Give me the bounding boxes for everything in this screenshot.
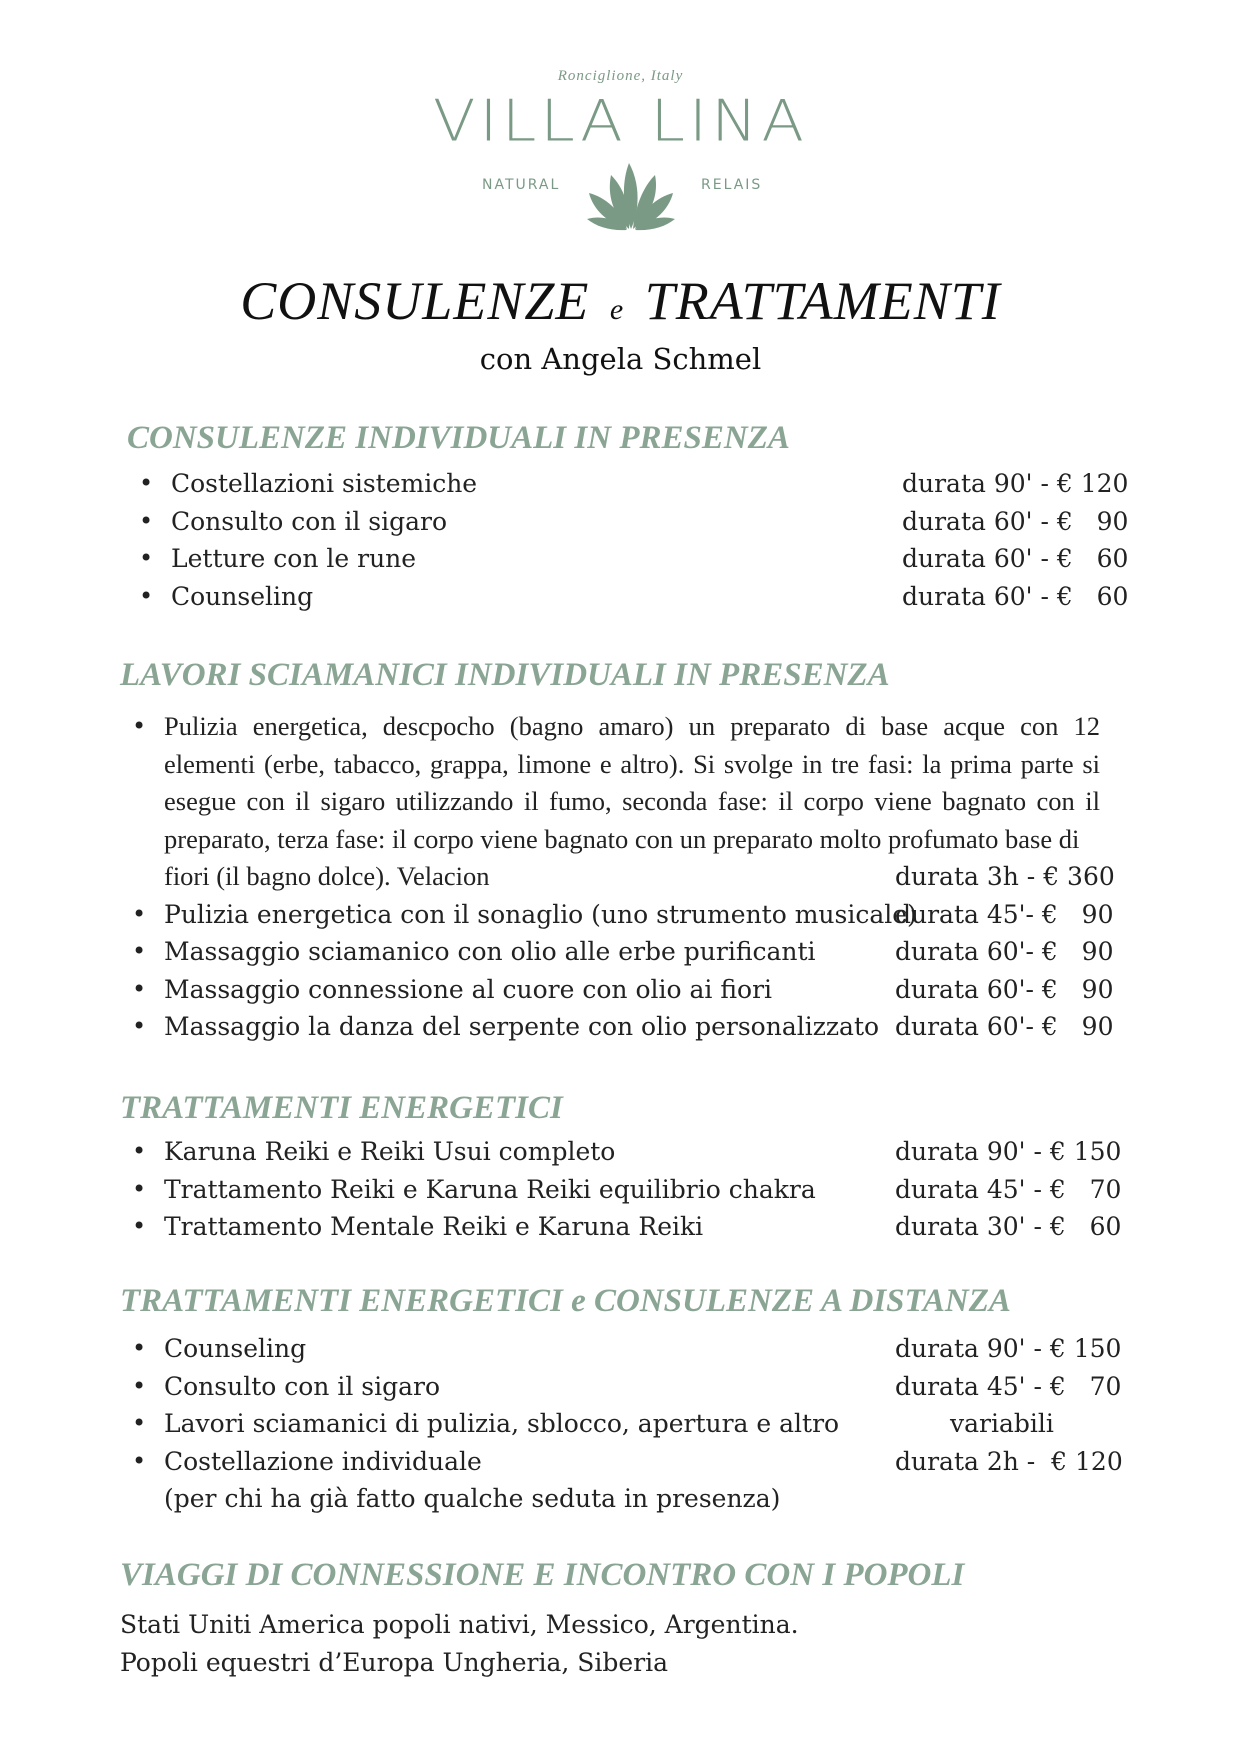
page-title: [0, 270, 1241, 332]
item-name: • Letture con le rune: [171, 544, 417, 573]
item-name: • Costellazione individuale: [164, 1446, 482, 1476]
item-price: durata 90' - € 120: [902, 469, 1129, 498]
item-price: durata 60' - € 90: [902, 506, 1129, 536]
item-list: [120, 708, 1120, 1046]
logo-sub: [0, 159, 1241, 229]
page-subtitle: con Angela Schmel: [479, 342, 762, 376]
section-lavori-sciamanici: [120, 657, 1120, 1046]
list-item: [120, 1208, 1120, 1246]
travel-line: Popoli equestri d’Europa Ungheria, Siberia: [120, 1647, 669, 1677]
item-name: • Trattamento Reiki e Karuna Reiki equilibrio chakra: [164, 1174, 816, 1204]
item-note: (per chi ha già fatto qualche seduta in presenza): [164, 1484, 781, 1513]
list-item: [127, 540, 1127, 578]
logo: [0, 68, 1241, 229]
item-price: durata 60'- € 90: [895, 937, 1114, 966]
item-price: durata 60' - € 60: [902, 581, 1129, 611]
item-name: • Consulto con il sigaro: [171, 506, 448, 536]
section-title: TRATTAMENTI ENERGETICI: [120, 1090, 563, 1126]
list-item: [127, 503, 1127, 541]
title-part2: TRATTAMENTI: [644, 271, 1001, 331]
item-name: fiori (il bagno dolce). Velacion: [164, 861, 490, 891]
logo-tagline: Ronciglione, Italy: [557, 68, 684, 84]
list-item: [120, 1171, 1120, 1209]
item-price: durata 90' - € 150: [895, 1137, 1122, 1166]
item-name: • Counseling: [164, 1334, 307, 1363]
item-list: [127, 465, 1127, 615]
item-price: durata 45' - € 70: [895, 1371, 1122, 1401]
item-name: • Trattamento Mentale Reiki e Karuna Reiki: [164, 1212, 704, 1241]
lotus-leaf-icon: [583, 159, 679, 231]
list-item: [120, 896, 1120, 934]
section-a-distanza: [120, 1283, 1123, 1518]
travel-list: [120, 1606, 1120, 1681]
section-title: CONSULENZE INDIVIDUALI IN PRESENZA: [127, 420, 790, 456]
item-name: • Counseling: [171, 581, 314, 611]
item-name: • Lavori sciamanici di pulizia, sblocco, apertura e altro: [164, 1409, 840, 1438]
item-price: variabili: [950, 1409, 1054, 1438]
item-description: • Pulizia energetica, descpocho (bagno amaro) un preparato di base acque con 12 elementi (erbe, tabacco, grappa, limone e altro). Si svolge in tre fasi: la prima parte si esegue con il sigaro utilizzando il fumo, seconda fase: il corpo viene bagnato con il preparato, terza fase: il corpo viene bagnato con un preparato molto profumato base di: [164, 711, 1100, 854]
section-title: LAVORI SCIAMANICI INDIVIDUALI IN PRESENZA: [120, 657, 890, 693]
item-price: durata 90' - € 150: [895, 1334, 1122, 1363]
list-item: [120, 1008, 1120, 1046]
list-item: [120, 1368, 1120, 1406]
list-item: [120, 1330, 1120, 1368]
list-item: [127, 465, 1127, 503]
section-title: VIAGGI DI CONNESSIONE E INCONTRO CON I POPOLI: [120, 1557, 965, 1593]
item-price: durata 60' - € 60: [902, 544, 1129, 573]
travel-line: Stati Uniti America popoli nativi, Messico, Argentina.: [120, 1610, 799, 1639]
section-trattamenti-energetici: [120, 1090, 1120, 1246]
list-item: [120, 1133, 1120, 1171]
item-description-end: [164, 858, 1120, 896]
item-price: durata 30' - € 60: [895, 1212, 1122, 1241]
title-part1: CONSULENZE: [240, 271, 590, 331]
item-price: durata 3h - € 360: [895, 862, 1115, 891]
section-consulenze-presenza: [127, 420, 1127, 615]
item-price: durata 60'- € 90: [895, 1012, 1114, 1041]
section-viaggi: [120, 1557, 1120, 1681]
logo-natural: NATURAL: [482, 177, 561, 193]
item-price: durata 45'- € 90: [895, 899, 1114, 929]
item-name: • Massaggio connessione al cuore con olio ai fiori: [164, 974, 773, 1004]
item-name: • Massaggio sciamanico con olio alle erbe purificanti: [164, 937, 816, 966]
title-connector: e: [609, 293, 625, 326]
item-name: • Karuna Reiki e Reiki Usui completo: [164, 1137, 616, 1166]
list-item-long: [120, 708, 1120, 896]
list-item: [120, 933, 1120, 971]
item-name: • Costellazioni sistemiche: [171, 469, 478, 498]
item-list: [120, 1330, 1123, 1480]
item-name: • Pulizia energetica con il sonaglio (uno strumento musicale): [164, 899, 917, 929]
logo-relais: RELAIS: [701, 177, 763, 193]
list-item: [127, 578, 1127, 616]
logo-name: VILLA LINA: [433, 86, 808, 155]
item-name: • Consulto con il sigaro: [164, 1371, 441, 1401]
list-item: [120, 971, 1120, 1009]
section-title: TRATTAMENTI ENERGETICI e CONSULENZE A DISTANZA: [120, 1283, 1011, 1319]
item-price: durata 60'- € 90: [895, 974, 1114, 1004]
list-item: [120, 1443, 1123, 1481]
item-price: durata 45' - € 70: [895, 1174, 1122, 1204]
item-name: • Massaggio la danza del serpente con olio personalizzato: [164, 1012, 880, 1041]
item-price: durata 2h - € 120: [895, 1446, 1123, 1476]
item-list: [120, 1133, 1120, 1246]
list-item: [120, 1405, 1120, 1443]
